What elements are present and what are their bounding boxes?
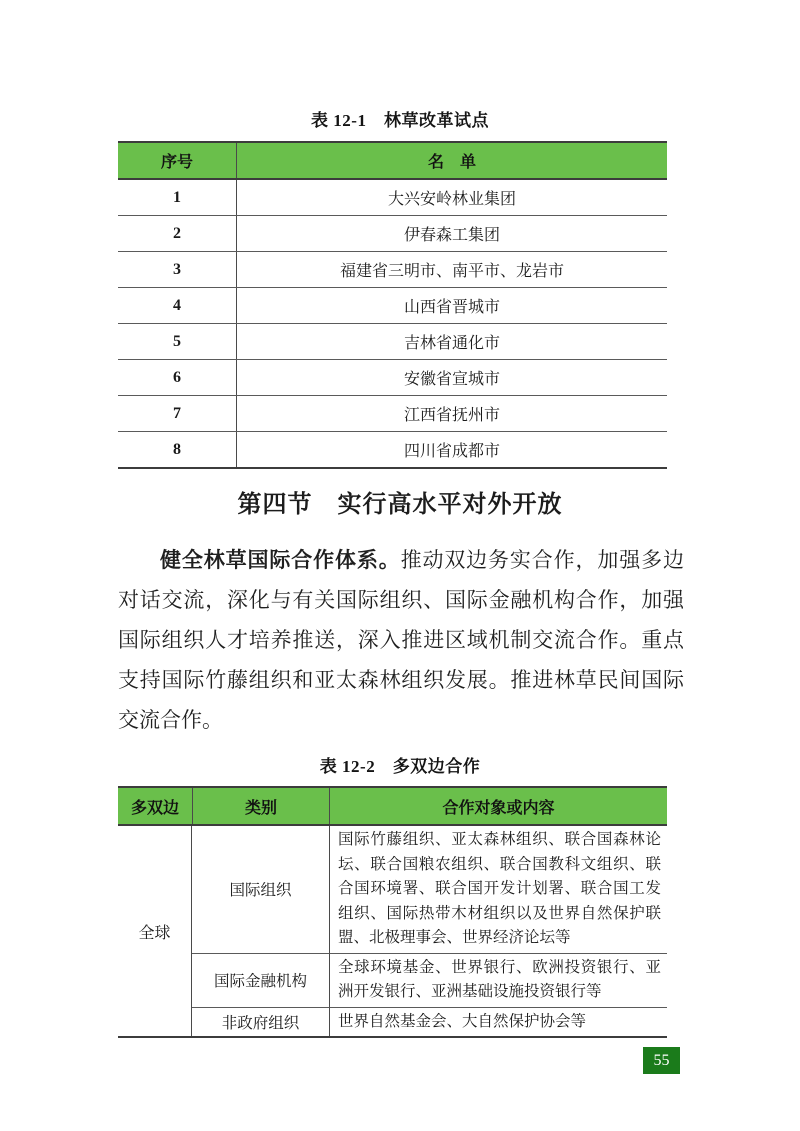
row-name: 江西省抚州市: [403, 407, 500, 424]
paragraph-lead: 健全林草国际合作体系。: [160, 548, 401, 572]
scope-cell: 全球: [118, 826, 192, 1036]
row-number: 8: [118, 432, 237, 467]
table-row: [118, 359, 667, 395]
table-reform-pilots: [118, 141, 667, 469]
table2-header-content: 合作对象或内容: [442, 799, 555, 817]
row-name: 山西省晋城市: [403, 299, 500, 316]
table-cooperation: [118, 786, 667, 1038]
row-name: 伊春森工集团: [403, 227, 500, 244]
table2-header-row: [118, 788, 667, 826]
row-number: 6: [118, 360, 237, 395]
category-cell: 国际组织: [192, 826, 330, 953]
table2-header-category: 类别: [192, 788, 330, 824]
table1-header-no: 序号: [118, 143, 237, 178]
row-name: 大兴安岭林业集团: [387, 191, 516, 208]
row-name: 吉林省通化市: [403, 335, 500, 352]
table2-header-scope: 多双边: [130, 799, 179, 817]
table-row: [118, 287, 667, 323]
content-cell: 世界自然基金会、大自然保护协会等: [330, 1007, 667, 1037]
content-cell: 国际竹藤组织、亚太森林组织、联合国森林论坛、联合国粮农组织、联合国教科文组织、联合国环境署、联合国开发计划署、联合国工发组织、国际热带木材组织以及世界自然保护联盟、北极理事会、世界经济论坛等: [338, 831, 661, 946]
category-cell: 国际金融机构: [192, 953, 330, 1007]
table2-caption: 表 12-2 多双边合作: [319, 757, 481, 776]
table-row: [118, 395, 667, 431]
content-cell: 全球环境基金、世界银行、欧洲投资银行、亚洲开发银行、亚洲基础设施投资银行等: [330, 953, 667, 1007]
paragraph-body: 推动双边务实合作，加强多边对话交流，深化与有关国际组织、国际金融机构合作，加强国际组织人才培养推送，深入推进区域机制交流合作。重点支持国际竹藤组织和亚太森林组织发展。推进林草民间国际交流合作。: [118, 548, 685, 732]
row-number: 4: [118, 288, 237, 323]
page-number-badge: 55: [643, 1047, 680, 1074]
table-row: [118, 215, 667, 251]
section-heading: 第四节 实行高水平对外开放: [237, 491, 563, 518]
table1-caption: 表 12-1 林草改革试点: [311, 111, 489, 130]
row-number: 7: [118, 396, 237, 431]
row-name: 安徽省宣城市: [403, 371, 500, 388]
body-paragraph: [118, 540, 684, 740]
row-number: 2: [118, 216, 237, 251]
table2-body: [118, 826, 667, 1036]
table-row: [118, 180, 667, 215]
table1-header-row: [118, 143, 667, 180]
row-name: 四川省成都市: [403, 443, 500, 460]
row-name: 福建省三明市、南平市、龙岩市: [339, 263, 564, 280]
table1-header-name: 名 单: [427, 154, 476, 171]
row-number: 1: [118, 180, 237, 215]
category-cell: 非政府组织: [192, 1007, 330, 1037]
table-row: [118, 431, 667, 467]
row-number: 5: [118, 324, 237, 359]
table-row: [118, 323, 667, 359]
row-number: 3: [118, 252, 237, 287]
table-row: [118, 251, 667, 287]
